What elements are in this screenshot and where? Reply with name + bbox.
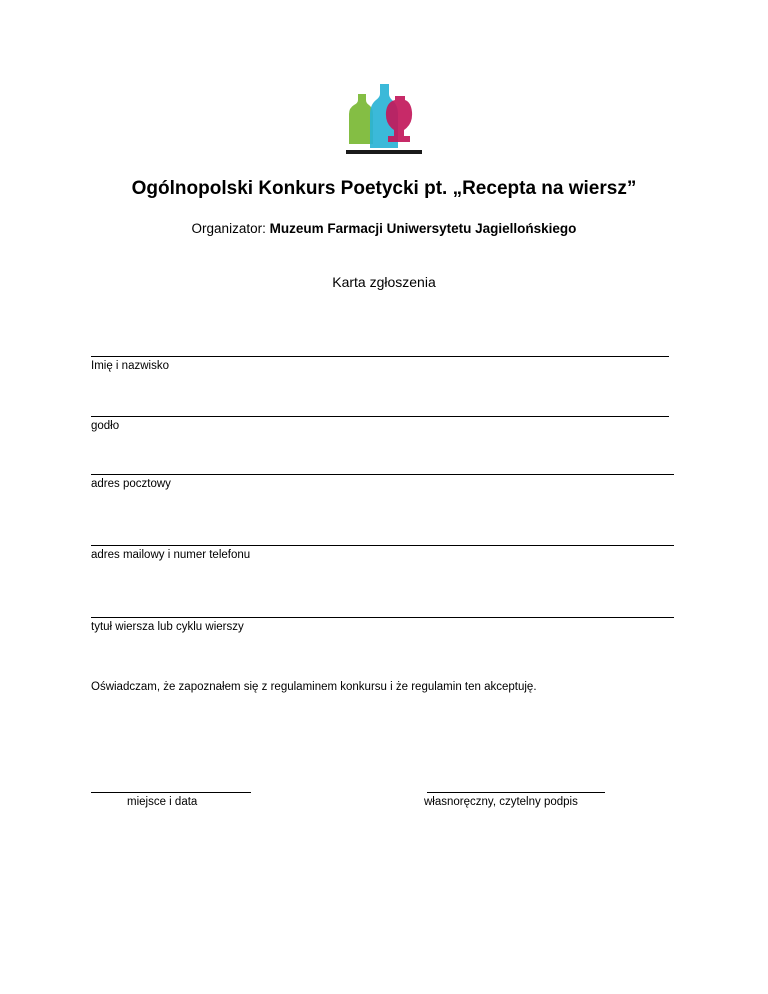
signature-label: własnoręczny, czytelny podpis [424,796,578,808]
signature-line[interactable] [427,792,605,793]
form-title: Karta zgłoszenia [332,274,436,290]
organizer-name: Muzeum Farmacji Uniwersytetu Jagiellońskiego [269,221,577,236]
motto-field-label: godło [91,420,120,432]
place-date-line[interactable] [91,792,251,793]
name-field-label: Imię i nazwisko [91,360,169,372]
consent-statement: Oświadczam, że zapoznałem się z regulaminem konkursu i że regulamin ten akceptuję. [91,681,537,693]
motto-field-line[interactable] [91,416,669,417]
email-phone-field-label: adres mailowy i numer telefonu [91,549,251,561]
organizer-line [0,221,768,236]
email-phone-field-line[interactable] [91,545,674,546]
organizer-prefix: Organizator: [191,221,270,236]
museum-logo-icon [344,84,424,156]
postal-address-field-line[interactable] [91,474,674,475]
postal-address-field-label: adres pocztowy [91,478,171,490]
name-field-line[interactable] [91,356,669,357]
contest-title: Ogólnopolski Konkurs Poetycki pt. „Recepta na wiersz” [131,178,637,199]
poem-title-field-line[interactable] [91,617,674,618]
poem-title-field-label: tytuł wiersza lub cyklu wierszy [91,621,244,633]
place-date-label: miejsce i data [127,796,198,808]
